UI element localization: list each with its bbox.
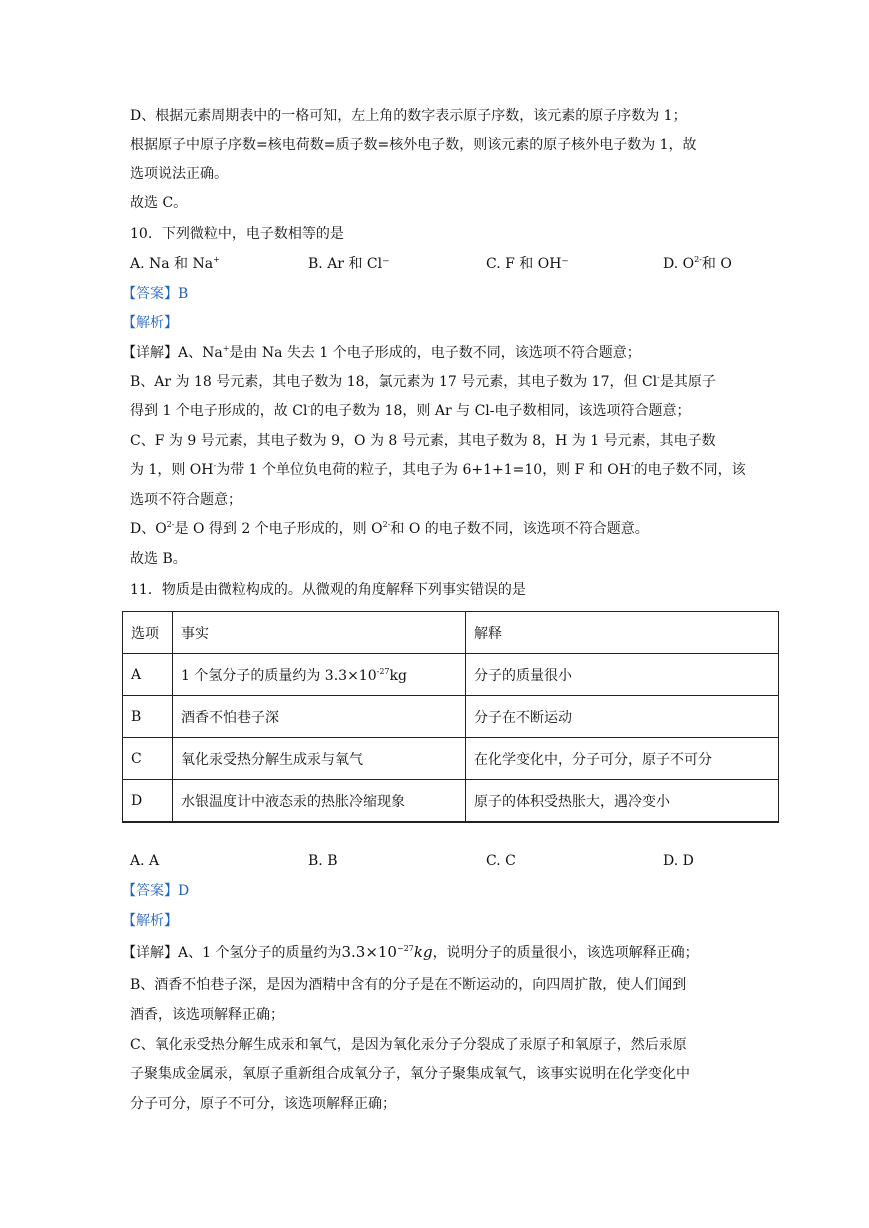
table-header-cell: 事实 xyxy=(173,612,466,654)
table-cell-fact: 氧化汞受热分解生成汞与氧气 xyxy=(173,738,466,780)
table-cell-option: A xyxy=(123,654,173,696)
q10-option-d: D. $O^{2-}$和 O xyxy=(663,255,732,272)
q10-detail-line-5: 为 1，则 OH-为带 1 个单位负电荷的粒子，其电子为 6+1+1=10，则 F 和 OH-的电子数不同，该 xyxy=(130,461,746,478)
table-cell-fact: 酒香不怕巷子深 xyxy=(173,696,466,738)
q10-option-c: C. F 和 OH⁻ xyxy=(486,256,569,272)
q11-analysis-heading: 【解析】 xyxy=(122,913,178,929)
q11-detail-line-6: 分子可分，原子不可分，该选项解释正确； xyxy=(130,1096,396,1112)
table-cell-explanation: 分子的质量很小 xyxy=(466,654,779,696)
table-cell-explanation: 分子在不断运动 xyxy=(466,696,779,738)
table-row xyxy=(123,654,779,696)
table-cell-explanation: 原子的体积受热胀大，遇冷变小 xyxy=(466,780,779,823)
q10-option-a: A. Na 和 Na+ xyxy=(130,255,220,272)
q11-detail-line-5: 子聚集成金属汞，氧原子重新组合成氧分子，氧分子聚集成氧气，该事实说明在化学变化中 xyxy=(130,1066,690,1082)
q10-analysis-heading: 【解析】 xyxy=(122,315,178,331)
q10-answer: 【答案】B xyxy=(122,286,189,302)
q10-conclusion: 故选 B。 xyxy=(130,551,187,567)
q10-detail-line-4: C、F 为 9 号元素，其电子数为 9，O 为 8 号元素，其电子数为 8，H 为 1 号元素，其电子数 xyxy=(130,433,716,449)
q11-option-c: C. C xyxy=(486,853,516,869)
q10-detail-line-3: 得到 1 个电子形成的，故 Cl-的电子数为 18，则 Ar 与 Cl-电子数相同，该选项符合题意； xyxy=(130,402,691,419)
q11-detail-line-3: 酒香，该选项解释正确； xyxy=(130,1007,284,1023)
table-header-row xyxy=(123,612,779,654)
table-cell-fact: 1 个氢分子的质量约为 $3.3\times 10^{-27}kg$ xyxy=(173,654,466,696)
q10-detail-line-2: B、Ar 为 18 号元素，其电子数为 18，氯元素为 17 号元素，其电子数为 17，但 Cl-是其原子 xyxy=(130,373,716,390)
table-cell-option: D xyxy=(123,780,173,823)
q9-option-d-line-2: 根据原子中原子序数=核电荷数=质子数=核外电子数，则该元素的原子核外电子数为 1，故 xyxy=(130,137,697,153)
q10-detail-line-7: D、$O^{2-}$是 O 得到 2 个电子形成的，则 $O^{2-}$和 O 的电子数不同，该选项不符合题意。 xyxy=(130,520,649,537)
q11-option-b: B. B xyxy=(308,853,338,869)
table-cell-fact: 水银温度计中液态汞的热胀冷缩现象 xyxy=(173,780,466,823)
table-header-cell: 解释 xyxy=(466,612,779,654)
q11-option-d: D. D xyxy=(663,853,694,869)
table-header-cell: 选项 xyxy=(123,612,173,654)
q9-option-d-line-1: D、根据元素周期表中的一格可知，左上角的数字表示原子序数，该元素的原子序数为 1； xyxy=(130,108,687,124)
q11-question: 11．物质是由微粒构成的。从微观的角度解释下列事实错误的是 xyxy=(130,582,526,598)
q10-detail-line-6: 选项不符合题意； xyxy=(130,492,242,508)
table-row xyxy=(123,696,779,738)
q11-detail-line-2: B、酒香不怕巷子深，是因为酒精中含有的分子是在不断运动的，向四周扩散，使人们闻到 xyxy=(130,977,687,993)
q10-question: 10．下列微粒中，电子数相等的是 xyxy=(130,226,344,242)
q9-conclusion: 故选 C。 xyxy=(130,195,188,211)
table-cell-option: C xyxy=(123,738,173,780)
table-row xyxy=(123,738,779,780)
q11-facts-table xyxy=(122,611,779,823)
table-cell-option: B xyxy=(123,696,173,738)
q11-option-a: A. A xyxy=(130,853,160,869)
q11-detail-line-1: 【详解】A、1 个氢分子的质量约为$3.3\times 10^{-27}kg$，说明分子的质量很小，该选项解释正确； xyxy=(122,943,699,961)
q10-option-b: B. Ar 和 Cl⁻ xyxy=(308,256,390,272)
q11-answer: 【答案】D xyxy=(122,883,190,899)
table-cell-explanation: 在化学变化中，分子可分，原子不可分 xyxy=(466,738,779,780)
table-row xyxy=(123,780,779,823)
q9-option-d-line-3: 选项说法正确。 xyxy=(130,166,228,182)
mass-formula: $3.3\times 10^{-27}kg$ xyxy=(341,943,433,961)
q11-detail-line-4: C、氧化汞受热分解生成汞和氧气，是因为氧化汞分子分裂成了汞原子和氧原子，然后汞原 xyxy=(130,1037,687,1053)
q10-detail-line-1: 【详解】A、Na+是由 Na 失去 1 个电子形成的，电子数不同，该选项不符合题意； xyxy=(122,344,641,361)
